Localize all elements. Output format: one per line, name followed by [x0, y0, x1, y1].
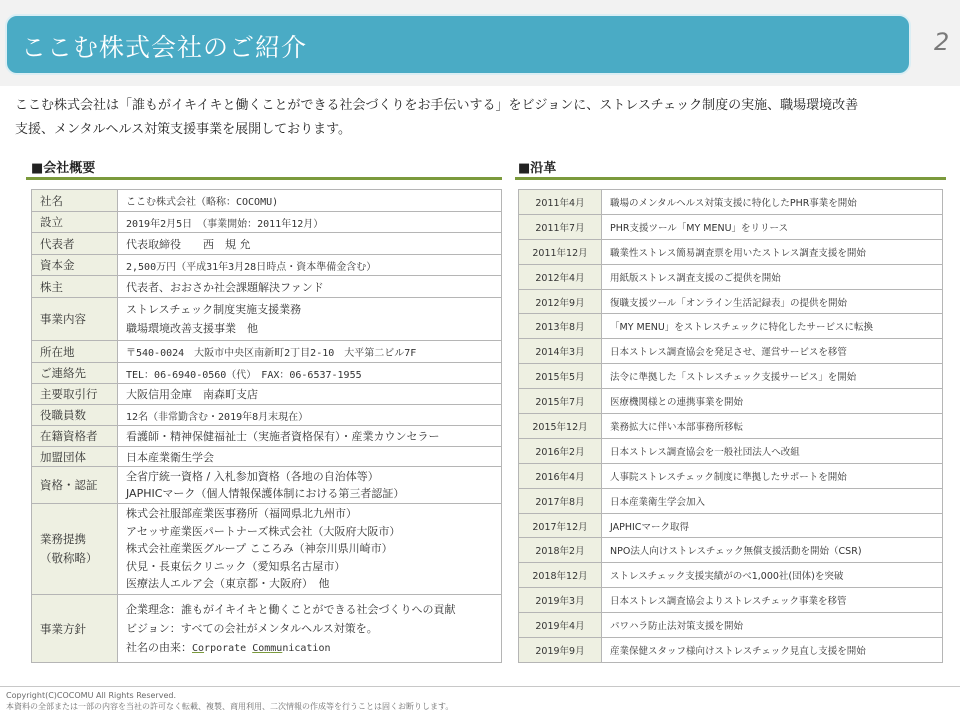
history-event: JAPHICマーク取得: [602, 513, 943, 538]
company-table: [31, 189, 502, 663]
history-date: 2013年8月: [519, 314, 602, 339]
origin-text: rporate: [204, 642, 253, 654]
history-date: 2019年9月: [519, 638, 602, 663]
value-line: ストレスチェック制度実施支援業務: [126, 303, 302, 316]
history-row: [519, 289, 943, 314]
row-label: 代表者: [32, 233, 118, 255]
history-event: 産業保健スタッフ様向けストレスチェック見直し支援を開始: [602, 638, 943, 663]
history-date: 2017年12月: [519, 513, 602, 538]
row-value: 12名（非常勤含む・2019年8月末現在）: [118, 405, 502, 426]
history-row: [519, 538, 943, 563]
company-rule: [26, 177, 502, 180]
row-value: [118, 467, 502, 504]
row-value: 〒540-0024 大阪市中央区南新町2丁目2-10 大平第二ビル7F: [118, 341, 502, 363]
history-row: [519, 463, 943, 488]
row-label: 主要取引行: [32, 384, 118, 405]
history-row: [519, 214, 943, 239]
history-event: 「MY MENU」をストレスチェックに特化したサービスに転換: [602, 314, 943, 339]
history-event: NPO法人向けストレスチェック無償支援活動を開始（CSR): [602, 538, 943, 563]
history-table: [518, 189, 943, 663]
history-row: [519, 438, 943, 463]
history-row: [519, 513, 943, 538]
copyright: Copyright(C)COCOMU All Rights Reserved.: [6, 691, 176, 700]
history-row: [519, 314, 943, 339]
history-date: 2018年2月: [519, 538, 602, 563]
table-row: [32, 504, 502, 595]
history-date: 2015年12月: [519, 414, 602, 439]
history-date: 2019年4月: [519, 613, 602, 638]
value-line: 株式会社服部産業医事務所（福岡県北九州市）: [126, 507, 357, 521]
history-event: 復職支援ツール「オンライン生活記録表」の提供を開始: [602, 289, 943, 314]
row-label: 役職員数: [32, 405, 118, 426]
table-row: [32, 212, 502, 233]
row-label: 事業方針: [32, 595, 118, 663]
table-row: [32, 276, 502, 298]
history-date: 2011年12月: [519, 239, 602, 264]
history-event: 日本ストレス調査協会よりストレスチェック事業を移管: [602, 588, 943, 613]
row-value: 2019年2月5日 （事業開始：2011年12月）: [118, 212, 502, 233]
origin-underline: Co: [192, 642, 205, 654]
history-event: 用紙版ストレス調査支援のご提供を開始: [602, 264, 943, 289]
history-row: [519, 239, 943, 264]
row-label: 事業内容: [32, 298, 118, 341]
row-value: 代表者、おおさか社会課題解決ファンド: [118, 276, 502, 298]
history-event: パワハラ防止法対策支援を開始: [602, 613, 943, 638]
history-event: 法令に準拠した「ストレスチェック支援サービス」を開始: [602, 364, 943, 389]
history-row: [519, 414, 943, 439]
usage-notice: 本資料の全部または一部の内容を当社の許可なく転載、複製、商用利用、二次情報の作成等を行うことは固くお断りします。: [6, 702, 454, 711]
history-date: 2014年3月: [519, 339, 602, 364]
history-event: 日本ストレス調査協会を発足させ、運営サービスを移管: [602, 339, 943, 364]
history-event: 医療機関様との連携事業を開始: [602, 389, 943, 414]
history-date: 2011年7月: [519, 214, 602, 239]
history-row: [519, 613, 943, 638]
value-line: 企業理念：誰もがイキイキと働くことができる社会づくりへの貢献: [126, 602, 456, 616]
history-event: 職場のメンタルヘルス対策支援に特化したPHR事業を開始: [602, 190, 943, 215]
history-date: 2017年8月: [519, 488, 602, 513]
footer: [6, 690, 453, 712]
history-rule: [515, 177, 946, 180]
row-value: 看護師・精神保健福祉士（実施者資格保有）・産業カウンセラー: [118, 426, 502, 447]
origin-underline: mu: [270, 642, 283, 654]
table-row: [32, 298, 502, 341]
table-row: [32, 233, 502, 255]
history-row: [519, 588, 943, 613]
history-row: [519, 264, 943, 289]
row-value: 代表取締役 西 規 允: [118, 233, 502, 255]
value-line: 伏見・長東伝クリニック（愛知県名古屋市）: [126, 559, 346, 573]
row-value: ここむ株式会社（略称：COCOMU): [118, 190, 502, 212]
origin-prefix: 社名の由来：: [126, 640, 192, 654]
history-event: ストレスチェック支援実績がのべ1,000社(団体)を突破: [602, 563, 943, 588]
title-box: [5, 14, 911, 75]
table-row: [32, 255, 502, 276]
history-event: 日本産業衛生学会加入: [602, 488, 943, 513]
history-date: 2016年4月: [519, 463, 602, 488]
origin-text: nication: [282, 642, 331, 654]
history-row: [519, 389, 943, 414]
value-line: アセッサ産業医パートナーズ株式会社（大阪府大阪市）: [126, 524, 401, 538]
history-row: [519, 563, 943, 588]
value-line: 医療法人エルア会（東京都・大阪府） 他: [126, 577, 330, 591]
table-row: [32, 190, 502, 212]
table-row: [32, 467, 502, 504]
value-line: 全省庁統一資格 / 入札参加資格（各地の自治体等）: [126, 470, 379, 483]
table-row: [32, 447, 502, 467]
value-line: JAPHICマーク（個人情報保護体制における第三者認証）: [126, 487, 405, 500]
row-label: 資本金: [32, 255, 118, 276]
history-event: 日本ストレス調査協会を一般社団法人へ改組: [602, 438, 943, 463]
history-row: [519, 638, 943, 663]
history-row: [519, 488, 943, 513]
row-label: [32, 504, 118, 595]
row-value: [118, 298, 502, 341]
row-label: 在籍資格者: [32, 426, 118, 447]
history-date: 2011年4月: [519, 190, 602, 215]
history-event: 業務拡大に伴い本部事務所移転: [602, 414, 943, 439]
table-row: [32, 595, 502, 663]
intro-line-2: 支援、メンタルヘルス対策支援事業を展開しております。: [15, 122, 352, 137]
history-heading: ■沿革: [518, 161, 557, 176]
table-row: [32, 405, 502, 426]
history-event: PHR支援ツール「MY MENU」をリリース: [602, 214, 943, 239]
row-value: [118, 504, 502, 595]
history-date: 2018年12月: [519, 563, 602, 588]
history-date: 2012年9月: [519, 289, 602, 314]
row-value: [118, 595, 502, 663]
origin-underline: Com: [252, 642, 271, 654]
row-value: 大阪信用金庫 南森町支店: [118, 384, 502, 405]
table-row: [32, 341, 502, 363]
history-date: 2015年5月: [519, 364, 602, 389]
history-event: 職業性ストレス簡易調査票を用いたストレス調査支援を開始: [602, 239, 943, 264]
table-row: [32, 426, 502, 447]
row-label: 加盟団体: [32, 447, 118, 467]
intro-paragraph: [15, 94, 945, 142]
history-date: 2019年3月: [519, 588, 602, 613]
label-line: （敬称略）: [40, 551, 98, 565]
company-heading: ■会社概要: [31, 161, 96, 176]
history-row: [519, 339, 943, 364]
footer-divider: [0, 686, 960, 687]
row-value: TEL：06-6940-0560（代） FAX：06-6537-1955: [118, 363, 502, 384]
row-label: 設立: [32, 212, 118, 233]
row-label: 資格・認証: [32, 467, 118, 504]
row-label: ご連絡先: [32, 363, 118, 384]
history-row: [519, 190, 943, 215]
row-label: 株主: [32, 276, 118, 298]
name-origin: [126, 638, 493, 658]
row-label: 社名: [32, 190, 118, 212]
row-value: 2,500万円（平成31年3月28日時点・資本準備金含む）: [118, 255, 502, 276]
table-row: [32, 384, 502, 405]
label-line: 業務提携: [40, 532, 86, 546]
value-line: 株式会社産業医グループ こころみ（神奈川県川崎市）: [126, 542, 393, 556]
row-label: 所在地: [32, 341, 118, 363]
value-line: ビジョン：すべての会社がメンタルヘルス対策を。: [126, 621, 378, 635]
page-title: ここむ株式会社のご紹介: [21, 33, 308, 62]
history-event: 人事院ストレスチェック制度に準拠したサポートを開始: [602, 463, 943, 488]
history-date: 2016年2月: [519, 438, 602, 463]
page-number: 2: [934, 28, 950, 56]
history-date: 2012年4月: [519, 264, 602, 289]
row-value: 日本産業衛生学会: [118, 447, 502, 467]
history-row: [519, 364, 943, 389]
table-row: [32, 363, 502, 384]
value-line: 職場環境改善支援事業 他: [126, 322, 258, 335]
intro-line-1: ここむ株式会社は「誰もがイキイキと働くことができる社会づくりをお手伝いする」をビジョンに、ストレスチェック制度の実施、職場環境改善: [15, 98, 859, 113]
history-date: 2015年7月: [519, 389, 602, 414]
